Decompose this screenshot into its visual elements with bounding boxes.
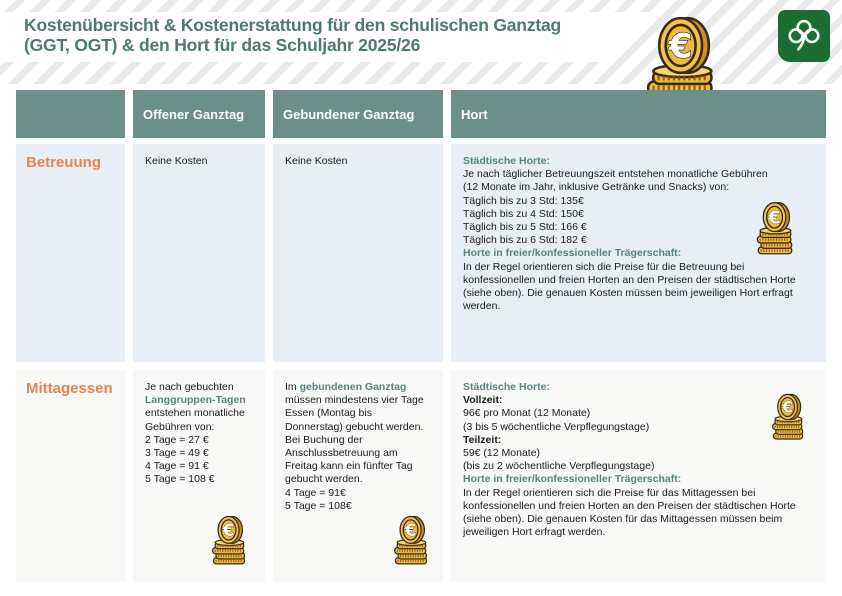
euro-coin-stack-icon xyxy=(210,514,248,566)
langgruppen-tagen-highlight: Langgruppen-Tagen xyxy=(145,394,246,407)
betreuung-hort-intro-line1: Je nach täglicher Betreuungszeit entstehen monatliche Gebühren xyxy=(463,168,768,181)
price-line: 5 Tage = 108€ xyxy=(285,499,352,512)
betreuung-hort-intro-line2: (12 Monate im Jahr, inklusive Getränke und Snacks) von: xyxy=(463,181,730,194)
cell-betreuung-ggt xyxy=(273,144,443,362)
cell-mittagessen-hort xyxy=(451,370,826,582)
price-line: 4 Tage = 91€ xyxy=(285,486,346,499)
teilzeit-detail: (bis zu 2 wöchentliche Verpflegungstage) xyxy=(463,460,655,473)
euro-coin-stack-icon xyxy=(754,200,796,256)
vollzeit-detail: (3 bis 5 wöchentliche Verpflegungstage) xyxy=(463,420,650,433)
price-line: Täglich bis zu 3 Std: 135€ xyxy=(463,194,584,207)
staedtische-horte-heading: Städtische Horte: xyxy=(463,381,550,393)
betreuung-ggt-text: Keine Kosten xyxy=(285,155,348,167)
price-line: Täglich bis zu 5 Std: 166 € xyxy=(463,221,587,234)
header-cell-hort: Hort xyxy=(451,90,826,138)
betreuung-ogt-text: Keine Kosten xyxy=(145,155,208,167)
mittagessen-ggt-para1: Im gebundenen Ganztag müssen mindestens vier Tage Essen (Montag bis Donnerstag) gebucht werden. xyxy=(285,381,424,433)
organization-logo xyxy=(778,10,830,62)
cell-mittagessen-ggt xyxy=(273,370,443,582)
cell-betreuung-hort xyxy=(451,144,826,362)
header-cell-gebundener-ganztag: Gebundener Ganztag xyxy=(273,90,443,138)
vollzeit-price: 96€ pro Monat (12 Monate) xyxy=(463,407,591,420)
freie-horte-heading: Horte in freier/konfessioneller Trägerschaft: xyxy=(463,247,682,260)
row-label-mittagessen: Mittagessen xyxy=(16,370,125,582)
price-line: 5 Tage = 108 € xyxy=(145,473,215,486)
euro-coin-stack-icon xyxy=(392,514,430,566)
mittagessen-ggt-para2: Bei Buchung der Anschlussbetreuung am Freitag kann ein fünfter Tag gebucht werden. xyxy=(285,433,413,486)
freie-horte-text: In der Regel orientieren sich die Preise für das Mittagessen bei konfessionellen und freien Horten an den Preisen der städtischen Horte (siehe oben). Die genauen Kosten für das Mittagessen müssen beim jeweiligen Hort erfragt werden. xyxy=(463,486,796,539)
row-label-betreuung: Betreuung xyxy=(16,144,125,362)
page-title xyxy=(24,15,644,55)
teilzeit-price: 59€ (12 Monate) xyxy=(463,447,541,460)
mittagessen-ogt-intro: Je nach gebuchten Langgruppen-Tagen entstehen monatliche Gebühren von: xyxy=(145,381,246,433)
shamrock-icon xyxy=(785,17,823,55)
header-cell-empty xyxy=(16,90,125,138)
freie-horte-text: In der Regel orientieren sich die Preise für die Betreuung bei konfessionellen und freien Horten an den Preisen der städtischen Horte (siehe oben). Die genauen Kosten müssen beim jeweiligen Hort erfragt werden. xyxy=(463,260,796,313)
price-line: Täglich bis zu 4 Std: 150€ xyxy=(463,207,584,220)
cell-betreuung-ogt xyxy=(133,144,265,362)
euro-coin-stack-icon xyxy=(770,392,806,441)
page-title-line1: Kostenübersicht & Kostenerstattung für den schulischen Ganztag xyxy=(24,15,561,35)
price-line: 2 Tage = 27 € xyxy=(145,433,209,446)
price-line: 3 Tage = 49 € xyxy=(145,447,209,460)
teilzeit-label: Teilzeit: xyxy=(463,433,502,446)
header-cell-offener-ganztag: Offener Ganztag xyxy=(133,90,265,138)
cell-mittagessen-ogt xyxy=(133,370,265,582)
gebundener-ganztag-highlight: gebundenen Ganztag xyxy=(299,381,407,393)
price-line: 4 Tage = 91 € xyxy=(145,460,209,473)
staedtische-horte-heading: Städtische Horte: xyxy=(463,155,550,167)
vollzeit-label: Vollzeit: xyxy=(463,394,503,407)
page-title-line2: (GGT, OGT) & den Hort für das Schuljahr 2025/26 xyxy=(24,35,421,55)
price-line: Täglich bis zu 6 Std: 182 € xyxy=(463,234,587,247)
freie-horte-heading: Horte in freier/konfessioneller Trägerschaft: xyxy=(463,473,682,486)
